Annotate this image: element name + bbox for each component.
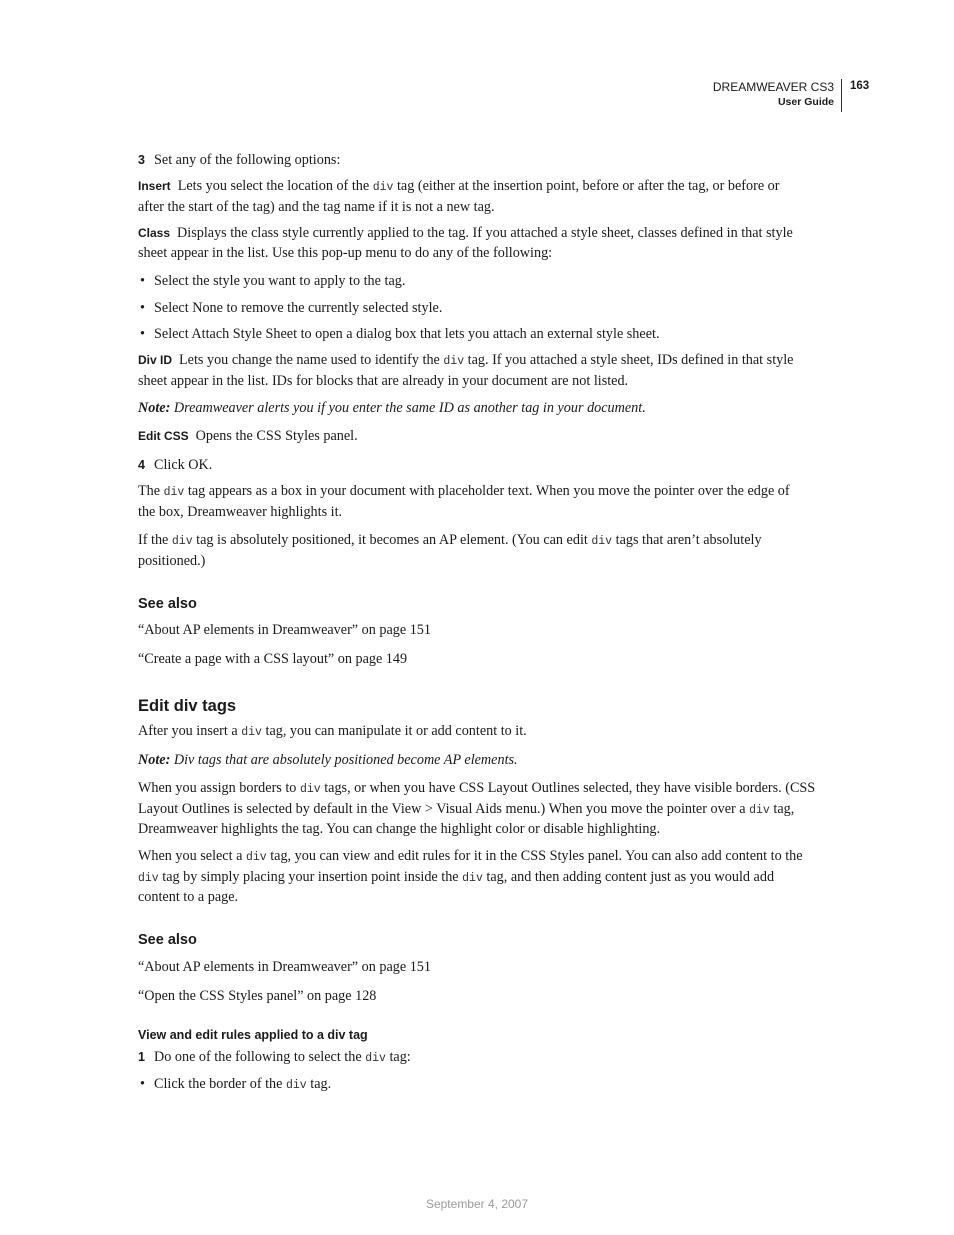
term-insert: Insert	[138, 179, 171, 193]
text: tag, you can view and edit rules for it in the CSS Styles panel. You can also add content to the	[266, 848, 803, 864]
code-div: div	[591, 535, 613, 548]
text: tag, you can manipulate it or add content to it.	[261, 723, 527, 739]
text: after the start of the tag) and the tag name if it is not a new tag.	[138, 198, 495, 215]
term-div-id: Div ID	[138, 353, 173, 367]
text: sheet appear in the list. Use this pop-up menu to do any of the following:	[138, 244, 553, 261]
step-1	[138, 1048, 818, 1069]
footer-date: September 4, 2007	[425, 1197, 529, 1211]
text: tag is absolutely positioned, it becomes an AP element. (You can edit	[192, 532, 592, 548]
text: Click the border of the	[154, 1076, 286, 1092]
option-div-id	[138, 351, 818, 391]
note-text: Dreamweaver alerts you if you enter the same ID as another tag in your document.	[170, 400, 646, 416]
text: Dreamweaver highlights the tag. You can change the highlight color or disable highlighting.	[138, 821, 661, 838]
text: tag.	[306, 1076, 332, 1092]
paragraph-box	[138, 482, 818, 522]
term-edit-css: Edit CSS	[138, 429, 189, 443]
text: When you assign borders to	[138, 780, 300, 796]
bullet-icon: •	[140, 273, 145, 289]
text: tags, or when you have CSS Layout Outlines selected, they have visible borders. (CSS	[320, 780, 816, 796]
bullet-icon: •	[140, 1076, 145, 1092]
cross-reference-link[interactable]: “Create a page with a CSS layout” on page 149	[138, 651, 408, 667]
text: Select Attach Style Sheet to open a dialog box that lets you attach an external style sheet.	[154, 326, 660, 342]
text: sheet appear in the list. IDs for blocks that are already in your document are not listed.	[138, 372, 629, 389]
text: Select None to remove the currently selected style.	[154, 300, 443, 316]
header-guide: User Guide	[777, 96, 834, 108]
step-3	[138, 151, 818, 171]
list-item	[140, 1075, 820, 1096]
text: Displays the class style currently applied to the tag. If you attached a style sheet, classes defined in that style	[177, 225, 793, 241]
note-text: Div tags that are absolutely positioned become AP elements.	[170, 752, 518, 768]
text: If the	[138, 532, 172, 548]
code-div: div	[163, 486, 185, 499]
bullet-icon: •	[140, 326, 145, 342]
code-div: div	[443, 355, 465, 368]
step-text: Click OK.	[154, 457, 213, 473]
text: tags that aren’t absolutely	[612, 532, 762, 548]
bullet-icon: •	[140, 300, 145, 316]
option-class	[138, 224, 818, 263]
text: tag (either at the insertion point, before or after the tag, or before or	[393, 178, 780, 194]
note-label: Note:	[138, 400, 171, 416]
paragraph-select	[138, 847, 818, 908]
text: tag appears as a box in your document with placeholder text. When you move the pointer over the edge of	[184, 483, 790, 499]
list-item	[140, 272, 820, 292]
text: content to a page.	[138, 889, 239, 906]
text: After you insert a	[138, 723, 242, 739]
see-also-heading: See also	[138, 596, 197, 612]
cross-reference-link[interactable]: “About AP elements in Dreamweaver” on page 151	[138, 622, 431, 638]
running-header	[713, 79, 842, 112]
option-insert	[138, 177, 818, 217]
note	[138, 399, 818, 419]
text: When you select a	[138, 848, 246, 864]
step-text: Set any of the following options:	[154, 152, 341, 168]
see-also-heading: See also	[138, 932, 197, 948]
code-div: div	[138, 871, 159, 885]
code-div: div	[299, 783, 321, 796]
text: tag. If you attached a style sheet, IDs defined in that style	[464, 352, 794, 368]
note-label: Note:	[138, 752, 171, 768]
code-div: div	[171, 535, 193, 548]
note	[138, 751, 818, 771]
text: tag:	[385, 1049, 411, 1065]
text: Lets you select the location of the	[177, 178, 373, 194]
subsection-heading: View and edit rules applied to a div tag	[138, 1028, 368, 1042]
text: tag, and then adding content just as you would add	[482, 868, 775, 885]
paragraph-borders	[138, 779, 818, 840]
section-heading: Edit div tags	[138, 697, 237, 715]
text: positioned.)	[138, 552, 206, 569]
code-div: div	[285, 1079, 307, 1092]
step-number: 1	[138, 1050, 145, 1064]
cross-reference-link[interactable]: “About AP elements in Dreamweaver” on page 151	[138, 959, 431, 975]
header-product: DREAMWEAVER CS3	[712, 80, 834, 94]
text: the box, Dreamweaver highlights it.	[138, 503, 343, 520]
cross-reference-link[interactable]: “Open the CSS Styles panel” on page 128	[138, 988, 377, 1004]
code-div: div	[241, 726, 262, 739]
code-div: div	[749, 803, 770, 817]
step-4	[138, 456, 818, 476]
text: tag,	[769, 800, 795, 817]
paragraph-ap	[138, 531, 818, 571]
code-div: div	[245, 851, 267, 864]
term-class: Class	[138, 226, 171, 240]
code-div: div	[372, 181, 394, 194]
list-item	[140, 299, 820, 319]
paragraph-after-insert	[138, 722, 818, 743]
step-number: 3	[138, 153, 145, 167]
code-div: div	[365, 1052, 386, 1065]
option-edit-css	[138, 427, 818, 447]
step-number: 4	[138, 458, 145, 472]
text: Opens the CSS Styles panel.	[195, 428, 358, 444]
list-item	[140, 325, 820, 345]
text: Do one of the following to select the	[154, 1049, 366, 1065]
code-div: div	[462, 871, 483, 885]
text: Select the style you want to apply to the tag.	[154, 273, 406, 289]
text: Layout Outlines is selected by default in the View > Visual Aids menu.) When you move the pointer over a	[138, 800, 750, 817]
text: tag by simply placing your insertion point inside the	[158, 868, 463, 885]
text: The	[138, 483, 164, 499]
page-number: 163	[850, 80, 870, 92]
text: Lets you change the name used to identify the	[179, 352, 444, 368]
